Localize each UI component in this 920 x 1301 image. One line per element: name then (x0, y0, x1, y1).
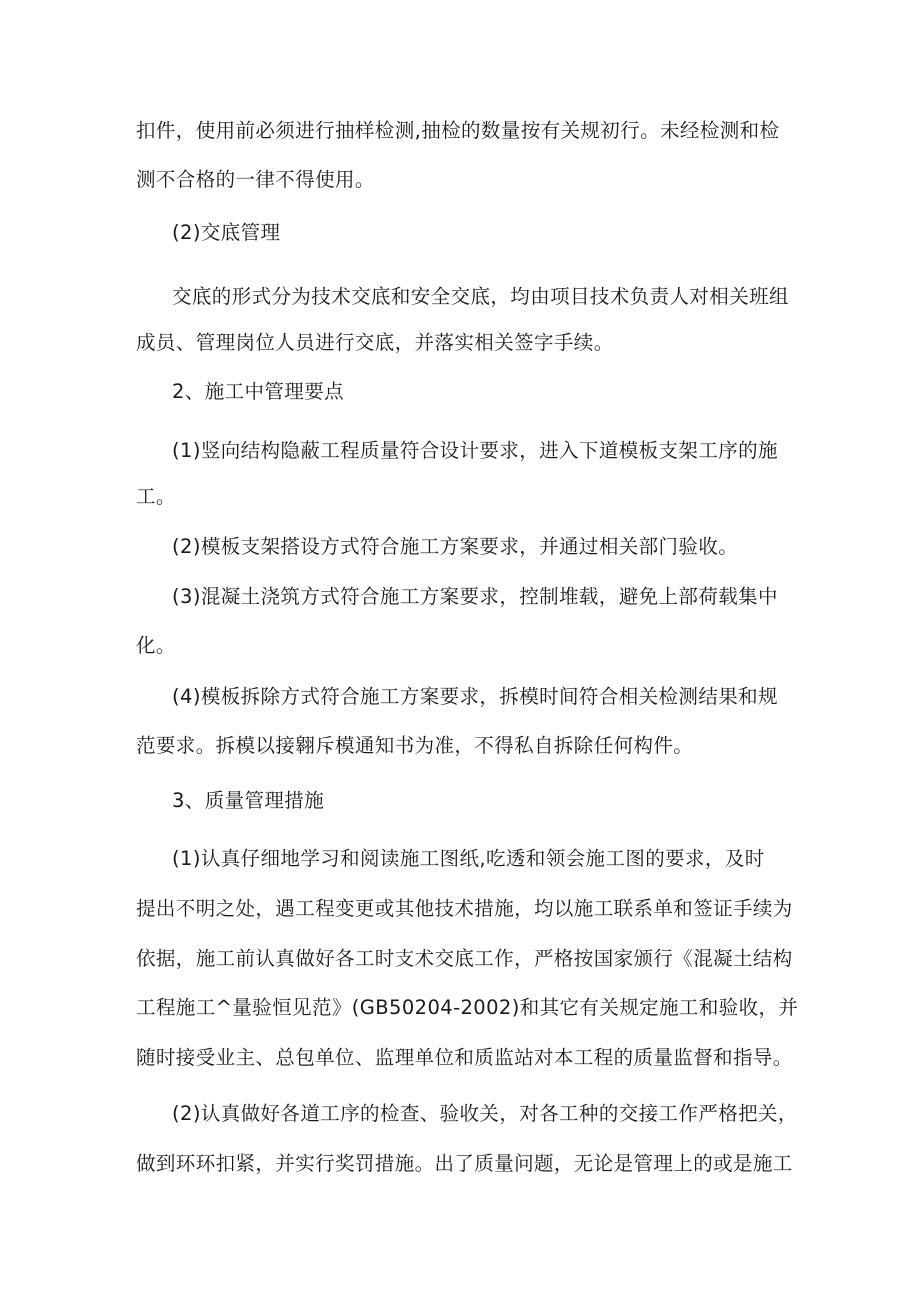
text-line-20: (2)认真做好各道工序的检查、验收关，对各工种的交接工作严格把关， (172, 1102, 798, 1125)
text-line-12: (4)模板拆除方式符合施工方案要求，拆模时间符合相关检测结果和规 (172, 685, 778, 708)
text-line-8: 工。 (136, 485, 176, 508)
text-line-18: 工程施工^量验恒见范》(GB50204-2002)和其它有关规定施工和验收，并 (136, 996, 799, 1019)
text-line-10: (3)混凝土浇筑方式符合施工方案要求，控制堆载，避免上部荷载集中 (172, 585, 778, 608)
text-line-4: 交底的形式分为技术交底和安全交底，均由项目技术负责人对相关班组 (172, 285, 789, 308)
text-line-15: (1)认真仔细地学习和阅读施工图纸,吃透和领会施工图的要求，及时 (172, 847, 765, 870)
text-line-21: 做到环环扣紧，并实行奖罚措施。出了质量问题，无论是管理上的或是施工 (136, 1152, 793, 1175)
text-line-1: 扣件，使用前必须进行抽样检测,抽检的数量按有关规初行。未经检测和检 (136, 119, 780, 142)
text-line-5: 成员、管理岗位人员进行交底，并落实相关签字手续。 (136, 331, 614, 354)
text-line-9: (2)模板支架搭设方式符合施工方案要求，并通过相关部门验收。 (172, 535, 739, 558)
text-line-7: (1)竖向结构隐蔽工程质量符合设计要求，进入下道模板支架工序的施 (172, 439, 778, 462)
text-line-19: 随时接受业主、总包单位、监理单位和质监站对本工程的质量监督和指导。 (136, 1046, 793, 1069)
section-heading-quality: 3、质量管理措施 (172, 789, 325, 812)
text-line-16: 提出不明之处，遇工程变更或其他技术措施，均以施工联系单和签证手续为 (136, 897, 793, 920)
text-line-2: 测不合格的一律不得使用。 (136, 168, 375, 191)
text-line-17: 依据，施工前认真做好各工时支术交底工作，严格按国家颁行《混凝土结构 (136, 947, 793, 970)
text-line-13: 范要求。拆模以接翱斥模通知书为准，不得私自拆除任何构件。 (136, 734, 694, 757)
section-heading-construction: 2、施工中管理要点 (172, 380, 345, 403)
section-heading-handover: (2)交底管理 (172, 221, 281, 244)
text-line-11: 化。 (136, 634, 176, 657)
